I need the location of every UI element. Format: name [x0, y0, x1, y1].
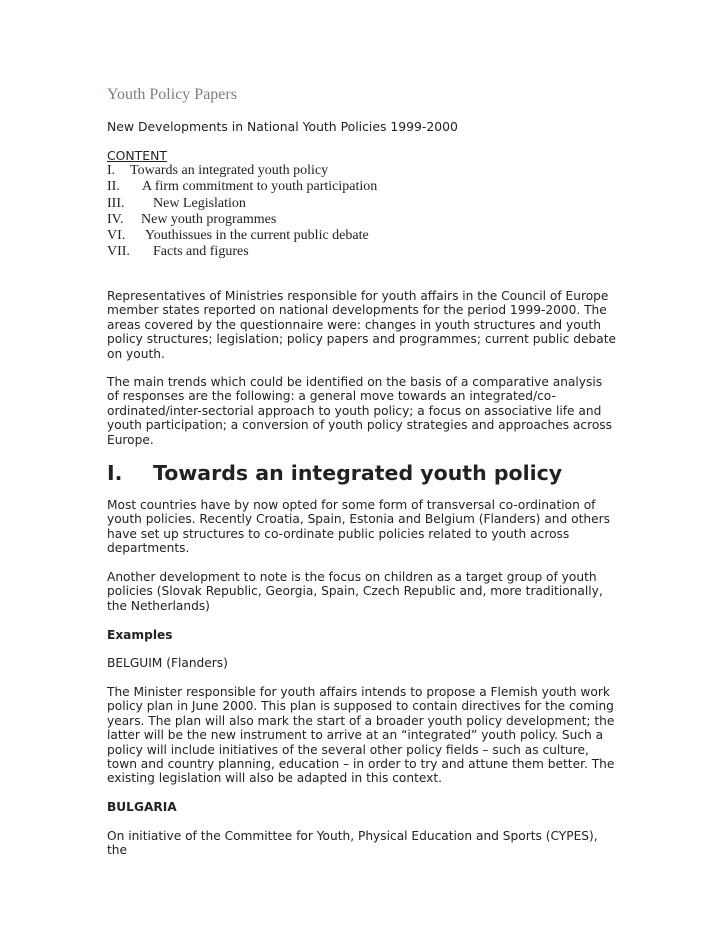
content-label: CONTENT [107, 148, 167, 163]
section-paragraph: Another development to note is the focus on children as a target group of youth policies (Slovak Republic, Georgia, Spain, Czech Republic and, more traditionally, the Netherlands) [107, 570, 603, 613]
toc-number: II. [107, 179, 120, 195]
toc-number: III. [107, 195, 125, 211]
toc-text: Towards an integrated youth policy [130, 163, 329, 178]
section-paragraph: Most countries have by now opted for some form of transversal co-ordination of youth policies. Recently Croatia, Spain, Estonia and Belgium (Flanders) and others have set up structures to co-ordinate public policies related to youth across departments. [107, 498, 610, 556]
toc-text: A firm commitment to youth participation [142, 179, 378, 195]
examples-label: Examples [107, 628, 173, 642]
intro-paragraph: The main trends which could be identified on the basis of a comparative analysis of responses are the following: a general move towards an integrated/co-ordinated/inter-sectorial approach to youth policy; a focus on associative life and youth participation; a conversion of youth policy strategies and approaches across Europe. [107, 375, 613, 447]
country-heading: BELGUIM (Flanders) [107, 656, 228, 670]
toc-number: VI. [107, 228, 126, 244]
toc-number: I. [107, 163, 116, 178]
country-paragraph: On initiative of the Committee for Youth, Physical Education and Sports (CYPES), the [107, 829, 598, 858]
section-heading [107, 461, 562, 485]
toc-number: IV. [107, 211, 124, 227]
section-title: Towards an integrated youth policy [153, 461, 563, 485]
toc-text: Youthissues in the current public debate [145, 228, 369, 244]
intro-paragraph: Representatives of Ministries responsible for youth affairs in the Council of Europe member states reported on national developments for the period 1999-2000. The areas covered by the questionnaire were: changes in youth structures and youth policy structures; legislation; policy papers and programmes; current public debate on youth. [107, 289, 616, 361]
section-number: I. [107, 461, 123, 485]
document-subtitle: New Developments in National Youth Policies 1999-2000 [107, 119, 458, 134]
toc-number: VII. [107, 244, 130, 260]
toc-text: New youth programmes [141, 211, 277, 227]
country-heading: BULGARIA [107, 800, 177, 814]
document-title: Youth Policy Papers [107, 86, 237, 103]
country-paragraph: The Minister responsible for youth affairs intends to propose a Flemish youth work policy plan in June 2000. This plan is supposed to contain directives for the coming years. The plan will also mark the start of a broader youth policy development; the latter will be the new instrument to arrive at an “integrated” youth policy. Such a policy will include initiatives of the several other policy fields – such as culture, town and country planning, education – in order to try and attune them better. The existing legislation will also be adapted in this context. [107, 685, 615, 786]
toc-text: New Legislation [153, 195, 246, 211]
toc-text: Facts and figures [153, 244, 249, 260]
